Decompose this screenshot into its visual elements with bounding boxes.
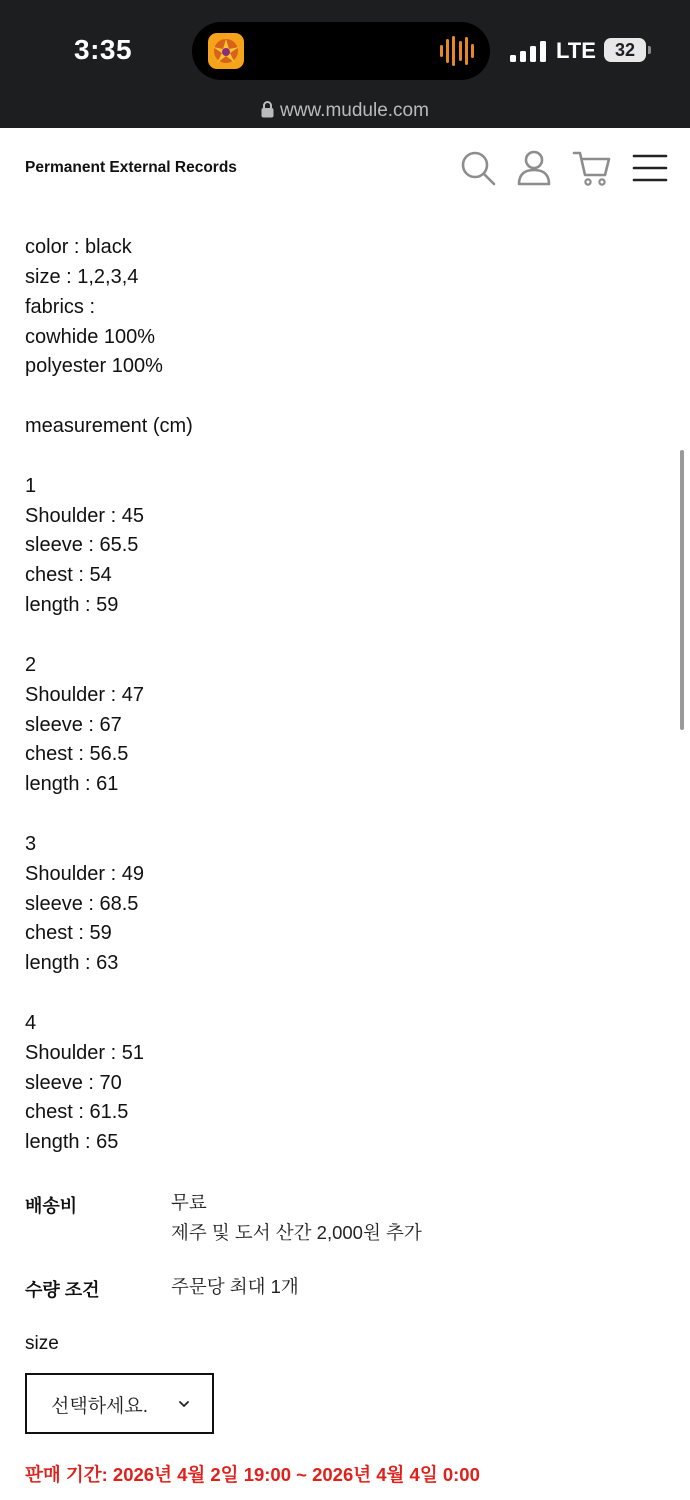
size-select-value: 선택하세요. — [51, 1396, 149, 1417]
battery-level: 32 — [614, 40, 636, 60]
size-select[interactable] — [25, 1373, 214, 1434]
description-line: length : 63 — [25, 952, 119, 975]
url-text: www.mudule.com — [280, 100, 429, 121]
description-line: Shoulder : 49 — [25, 862, 144, 885]
description-line: sleeve : 65.5 — [25, 534, 139, 557]
status-time: 3:35 — [74, 34, 133, 65]
description-line: length : 61 — [25, 773, 119, 796]
description-line: Shoulder : 51 — [25, 1041, 144, 1064]
description-line: 1 — [25, 474, 37, 497]
status-bar — [0, 0, 690, 90]
signal-icon — [510, 40, 546, 62]
cart-icon[interactable] — [572, 148, 612, 188]
description-line: Shoulder : 45 — [25, 504, 144, 527]
shipping-label: 배송비 — [25, 1196, 78, 1216]
description-line: length : 65 — [25, 1131, 119, 1154]
shipping-extra: 제주 및 도서 산간 2,000원 추가 — [171, 1222, 422, 1243]
spacer-line — [25, 621, 665, 651]
description-line: Shoulder : 47 — [25, 683, 144, 706]
user-icon[interactable] — [514, 148, 554, 188]
shipping-free: 무료 — [171, 1192, 207, 1213]
lock-icon — [261, 101, 274, 118]
product-description — [25, 233, 665, 1158]
music-app-icon — [208, 33, 244, 69]
brand-logo[interactable]: Permanent External Records — [25, 159, 237, 176]
description-line: 2 — [25, 653, 37, 676]
description-line: measurement (cm) — [25, 415, 193, 438]
description-line: fabrics : — [25, 295, 96, 318]
description-line: chest : 61.5 — [25, 1101, 129, 1124]
spacer-line — [25, 979, 665, 1009]
menu-icon[interactable] — [631, 148, 671, 188]
browser-url-bar[interactable] — [0, 90, 690, 128]
description-line: chest : 56.5 — [25, 743, 129, 766]
description-line: 4 — [25, 1011, 37, 1034]
description-line: chest : 54 — [25, 564, 112, 587]
description-line: length : 59 — [25, 594, 119, 617]
search-icon[interactable] — [458, 148, 498, 188]
description-line: sleeve : 67 — [25, 713, 122, 736]
description-line: chest : 59 — [25, 922, 112, 945]
spacer-line — [25, 800, 665, 830]
description-line: cowhide 100% — [25, 325, 156, 348]
site-header — [0, 128, 690, 210]
shipping-value — [171, 1188, 422, 1248]
url-display[interactable] — [0, 100, 690, 122]
network-type: LTE — [556, 38, 596, 63]
spacer-line — [25, 382, 665, 412]
chevron-down-icon — [178, 1399, 190, 1409]
description-line: sleeve : 68.5 — [25, 892, 139, 915]
quantity-value: 주문당 최대 1개 — [171, 1276, 299, 1297]
audio-wave-icon — [440, 36, 474, 66]
description-line: sleeve : 70 — [25, 1071, 122, 1094]
dynamic-island[interactable] — [192, 22, 490, 80]
description-line: size : 1,2,3,4 — [25, 265, 139, 288]
battery-cap — [648, 46, 651, 54]
quantity-label: 수량 조건 — [25, 1280, 100, 1300]
description-line: polyester 100% — [25, 355, 163, 378]
sale-period: 판매 기간: 2026년 4월 2일 19:00 ~ 2026년 4월 4일 0:00 — [25, 1464, 480, 1485]
description-line: color : black — [25, 236, 132, 258]
option-label: size — [25, 1333, 59, 1354]
description-line: 3 — [25, 832, 37, 855]
battery-icon — [604, 38, 646, 62]
spacer-line — [25, 442, 665, 472]
scrollbar[interactable] — [680, 450, 684, 730]
